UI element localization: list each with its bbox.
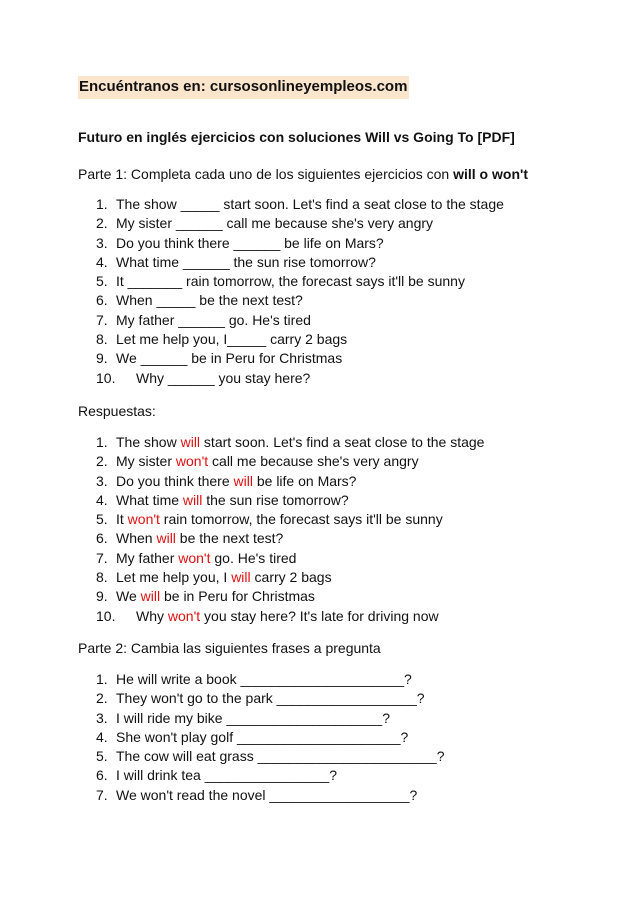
answer-pre: Let me help you, I — [116, 569, 232, 586]
item-number: 9. — [96, 350, 108, 367]
item-number: 7. — [96, 786, 108, 803]
item-text — [116, 433, 484, 452]
answer-post: you stay here? It's late for driving now — [200, 607, 439, 624]
item-text — [116, 587, 315, 606]
part1-heading-bold: will o won't — [453, 166, 528, 182]
item-number: 2. — [96, 690, 108, 707]
answer-post: be in Peru for Christmas — [160, 588, 315, 605]
item-number: 10. — [96, 369, 116, 386]
item-number: 8. — [96, 569, 108, 586]
item-text: She won't play golf _____________________? — [116, 728, 409, 745]
part1-heading — [78, 165, 528, 183]
answer-post: the sun rise tomorrow? — [202, 491, 349, 508]
item-text: He will write a book _____________________? — [116, 671, 412, 687]
answer-post: go. He's tired — [210, 549, 297, 566]
item-number: 4. — [96, 728, 108, 745]
item-number: 5. — [96, 273, 108, 290]
item-text: When _____ be the next test? — [116, 292, 303, 309]
item-text — [116, 472, 356, 491]
item-text — [136, 607, 439, 626]
answer-pre: We — [116, 588, 141, 605]
answer-post: carry 2 bags — [250, 569, 332, 586]
answer-post: be life on Mars? — [252, 472, 357, 489]
answer-pre: My sister — [116, 453, 176, 470]
answer-post: call me because she's very angry — [208, 453, 419, 470]
answer-word: will — [180, 434, 201, 450]
item-text — [116, 510, 443, 529]
item-text: My father ______ go. He's tired — [116, 311, 311, 328]
answer-word: won't — [167, 607, 201, 624]
answer-pre: My father — [116, 549, 179, 566]
part2-heading: Parte 2: Cambia las siguientes frases a pregunta — [78, 640, 381, 656]
answer-word: will — [231, 569, 251, 586]
answer-word: won't — [127, 511, 160, 528]
item-number: 6. — [96, 767, 108, 784]
item-number: 1. — [96, 671, 108, 687]
item-text — [116, 491, 349, 510]
item-number: 2. — [96, 215, 108, 232]
answer-word: won't — [178, 549, 211, 566]
answer-word: won't — [175, 453, 209, 470]
item-text — [116, 529, 283, 548]
item-number: 4. — [96, 491, 108, 508]
answer-pre: What time — [116, 491, 183, 508]
item-text: What time ______ the sun rise tomorrow? — [116, 253, 376, 270]
item-text: It _______ rain tomorrow, the forecast says it'll be sunny — [116, 273, 465, 290]
item-number: 5. — [96, 748, 108, 765]
answer-word: will — [156, 530, 176, 547]
site-banner: Encuéntranos en: cursosonlineyempleos.com — [78, 76, 409, 99]
answers-heading: Respuestas: — [78, 403, 156, 419]
item-text: My sister ______ call me because she's very angry — [116, 215, 434, 232]
answer-post: rain tomorrow, the forecast says it'll be sunny — [159, 511, 443, 528]
answer-pre: Do you think there — [116, 472, 234, 489]
answer-pre: Why — [136, 607, 168, 624]
item-number: 6. — [96, 292, 108, 309]
item-text — [116, 549, 296, 568]
item-number: 2. — [96, 453, 108, 470]
item-number: 5. — [96, 511, 108, 528]
item-text: Why ______ you stay here? — [136, 369, 311, 386]
item-text — [116, 452, 419, 471]
item-number: 4. — [96, 253, 108, 270]
item-number: 3. — [96, 234, 108, 251]
item-text: The cow will eat grass _______________________? — [116, 748, 445, 765]
answer-word: will — [140, 588, 161, 605]
answer-word: will — [233, 472, 253, 489]
item-text: They won't go to the park __________________? — [116, 690, 425, 707]
item-text: Let me help you, I_____ carry 2 bags — [116, 331, 348, 348]
item-number: 8. — [96, 331, 108, 348]
item-number: 7. — [96, 311, 108, 328]
item-number: 3. — [96, 709, 108, 726]
answer-pre: When — [116, 530, 157, 547]
answer-pre: The show — [116, 434, 181, 450]
item-text — [116, 568, 332, 587]
item-number: 6. — [96, 530, 108, 547]
answer-post: start soon. Let's find a seat close to the stage — [200, 434, 485, 450]
part1-heading-text: Parte 1: Completa cada uno de los siguientes ejercicios con — [78, 166, 454, 182]
item-number: 1. — [96, 434, 108, 450]
item-number: 9. — [96, 588, 108, 605]
item-text: The show _____ start soon. Let's find a seat close to the stage — [116, 196, 504, 212]
item-number: 7. — [96, 549, 108, 566]
answer-word: will — [182, 491, 203, 508]
item-number: 10. — [96, 607, 116, 624]
answer-post: be the next test? — [175, 530, 284, 547]
item-number: 3. — [96, 472, 108, 489]
answer-pre: It — [116, 511, 128, 528]
document-title: Futuro en inglés ejercicios con soluciones Will vs Going To [PDF] — [78, 129, 515, 145]
item-text: We ______ be in Peru for Christmas — [116, 350, 343, 367]
item-text: I will drink tea ________________? — [116, 767, 338, 784]
item-number: 1. — [96, 196, 108, 212]
item-text: I will ride my bike ____________________? — [116, 709, 390, 726]
item-text: We won't read the novel __________________? — [116, 786, 418, 803]
item-text: Do you think there ______ be life on Mars? — [116, 234, 384, 251]
